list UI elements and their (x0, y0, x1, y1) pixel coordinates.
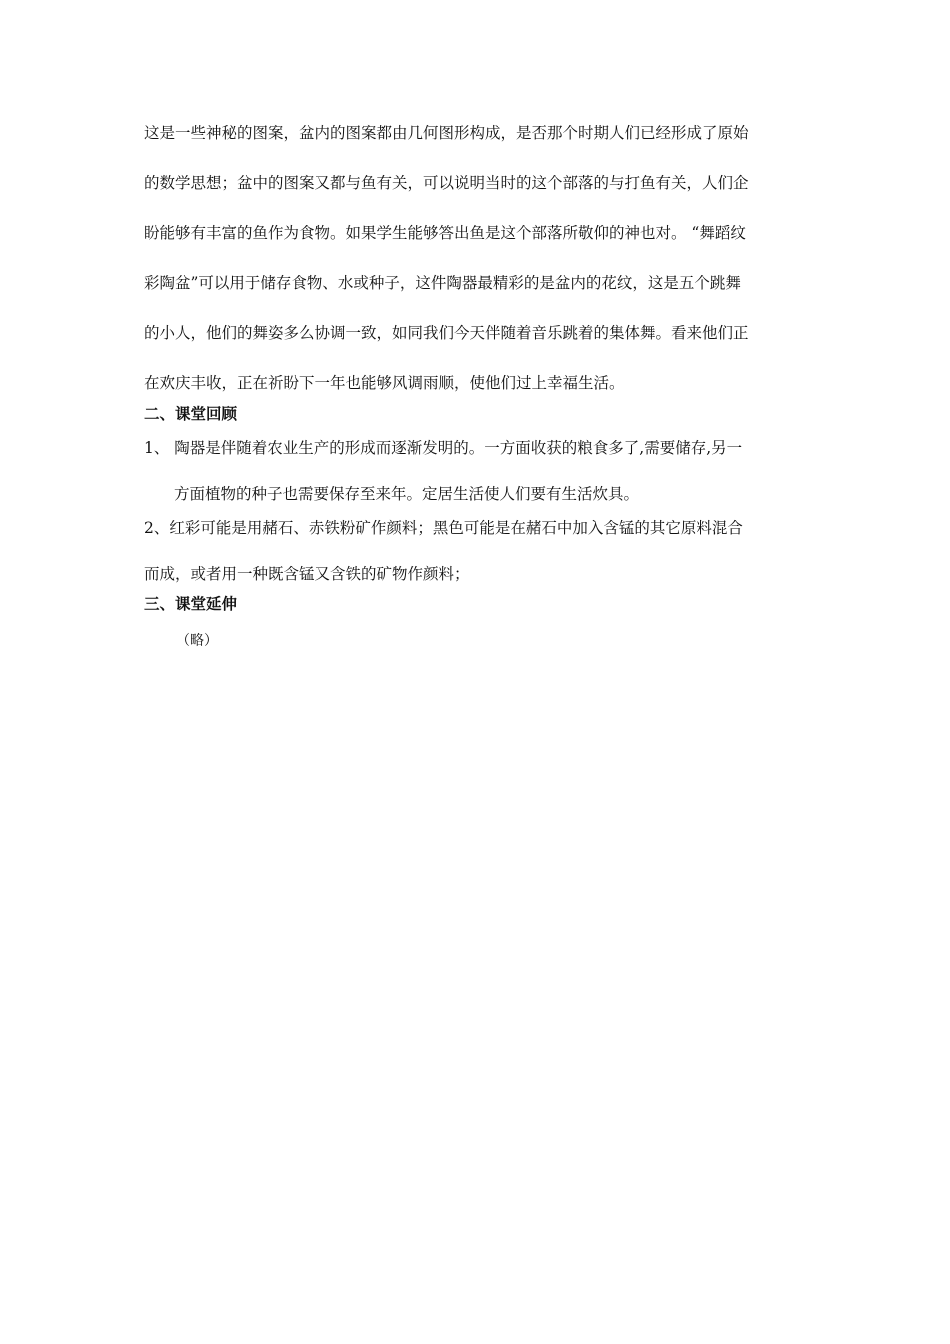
section-heading-extension: 三、课堂延伸 (144, 594, 238, 613)
review-item-2-line-1: 2、红彩可能是用赭石、赤铁粉矿作颜料；黑色可能是在赭石中加入含锰的其它原料混合 (144, 519, 743, 537)
paragraph-line: 的小人，他们的舞姿多么协调一致，如同我们今天伴随着音乐跳着的集体舞。看来他们正 (144, 324, 749, 342)
review-item-1-line-2: 方面植物的种子也需要保存至来年。定居生活使人们要有生活炊具。 (174, 485, 640, 503)
paragraph-line: 盼能够有丰富的鱼作为食物。如果学生能够答出鱼是这个部落所敬仰的神也对。 “舞蹈纹 (144, 224, 746, 242)
extension-note: （略） (176, 633, 218, 649)
intro-paragraph (144, 118, 808, 399)
paragraph-line: 的数学思想；盆中的图案又都与鱼有关，可以说明当时的这个部落的与打鱼有关，人们企 (144, 174, 749, 192)
review-item-2-line-2: 而成，或者用一种既含锰又含铁的矿物作颜料； (144, 565, 470, 583)
review-item-1-line-1: 1、 陶器是伴随着农业生产的形成而逐渐发明的。一方面收获的粮食多了,需要储存,另一 (144, 439, 743, 457)
section-heading-review: 二、课堂回顾 (144, 404, 238, 423)
review-item-1 (144, 425, 808, 517)
paragraph-line: 这是一些神秘的图案，盆内的图案都由几何图形构成，是否那个时期人们已经形成了原始 (144, 124, 749, 142)
review-item-2 (144, 505, 808, 597)
paragraph-line: 在欢庆丰收，正在祈盼下一年也能够风调雨顺，使他们过上幸福生活。 (144, 374, 625, 392)
paragraph-line: 彩陶盆”可以用于储存食物、水或种子，这件陶器最精彩的是盆内的花纹，这是五个跳舞 (144, 274, 741, 292)
